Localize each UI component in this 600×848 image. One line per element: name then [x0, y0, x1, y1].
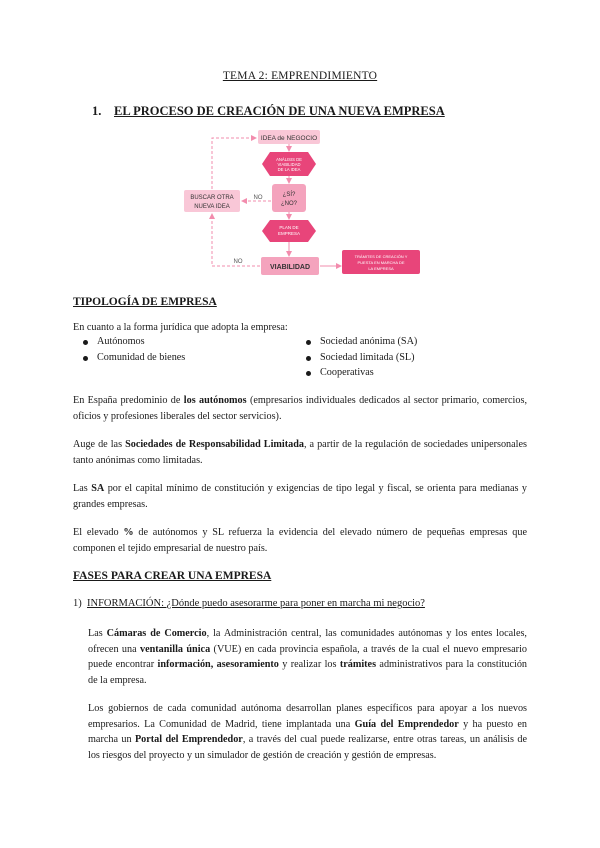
- plan-label-2: EMPRESA: [277, 231, 301, 236]
- analysis-label-2: VIABILIDAD: [277, 162, 301, 167]
- search-idea-label-1: BUSCAR OTRA: [190, 195, 234, 201]
- no-label-2: NO: [233, 259, 243, 265]
- document-title: TEMA 2: EMPRENDIMIENTO: [222, 70, 378, 82]
- analysis-label-1: ANÁLISIS DE: [276, 157, 302, 162]
- typology-list-right: [302, 334, 417, 381]
- phase-1-title: INFORMACIÓN: ¿Dónde puedo asesorarme para poner en marcha mi negocio?: [87, 598, 425, 609]
- final-label-1: TRÁMITES DE CREACIÓN Y: [354, 254, 408, 259]
- paragraph-autonomos: En España predominio de los autónomos (empresarios individuales dedicados al sector primario, comercios, oficios y profesiones liberales del sector servicios).: [73, 395, 527, 422]
- final-label-2: PUESTA EN MARCHA DE: [357, 260, 405, 265]
- typology-heading: TIPOLOGÍA DE EMPRESA: [73, 296, 217, 308]
- paragraph-camaras: Las Cámaras de Comercio, la Administración central, las comunidades autónomas y los entes locales, ofrecen una ventanilla única (VUE) en cada provincia española, a través de la cual el nuevo empresario puede encontrar información, asesoramiento y realizar los trámites administrativos para la constitución de la empresa.: [88, 628, 528, 686]
- phase-1-number: 1): [73, 598, 82, 609]
- typology-intro: En cuanto a la forma jurídica que adopta la empresa:: [73, 322, 288, 333]
- list-item: Autónomos: [79, 334, 185, 350]
- plan-label-1: PLAN DE: [279, 225, 299, 230]
- list-item: Cooperativas: [302, 365, 417, 381]
- no-label-1: NO: [253, 195, 263, 201]
- final-label-3: LA EMPRESA: [368, 266, 394, 271]
- list-item: Comunidad de bienes: [79, 350, 185, 366]
- process-flow-diagram: [170, 124, 440, 284]
- analysis-label-3: DE LA IDEA: [277, 167, 301, 172]
- section-heading: [92, 104, 445, 119]
- section-title: EL PROCESO DE CREACIÓN DE UNA NUEVA EMPRESA: [114, 104, 445, 118]
- paragraph-percent: El elevado % de autónomos y SL refuerza la evidencia del elevado número de pequeñas empresas que componen el tejido empresarial de nuestro país.: [73, 527, 527, 554]
- decision-no: ¿NO?: [280, 201, 298, 207]
- decision-box: [272, 184, 306, 212]
- paragraph-sa: Las SA por el capital mínimo de constitución y exigencias de tipo legal y fiscal, se orienta para medianas y grandes empresas.: [73, 483, 528, 510]
- phase-1-heading: [73, 598, 425, 609]
- list-item: Sociedad anónima (SA): [302, 334, 417, 350]
- section-number: 1.: [92, 104, 102, 118]
- decision-yes: ¿SÍ?: [282, 192, 296, 198]
- search-idea-label-2: NUEVA IDEA: [194, 204, 230, 210]
- phases-heading: FASES PARA CREAR UNA EMPRESA: [73, 570, 272, 582]
- paragraph-sl: Auge de las Sociedades de Responsabilidad Limitada, a partir de la regulación de sociedades unipersonales tanto anónimas como limitadas.: [73, 439, 527, 466]
- paragraph-gobiernos: Los gobiernos de cada comunidad autónoma desarrollan planes específicos para apoyar a los nuevos empresarios. La Comunidad de Madrid, tiene implantada una Guía del Emprendedor y ha puesto en marcha un Portal del Emprendedor, a través del cual puede realizarse, entre otras tareas, un análisis de los riesgos del proyecto y un simulador de gestión de creación y gestión de empresas.: [88, 703, 527, 761]
- list-item: Sociedad limitada (SL): [302, 350, 417, 366]
- viability-label: VIABILIDAD: [269, 264, 311, 271]
- idea-box-label: IDEA de NEGOCIO: [260, 135, 318, 142]
- typology-list-left: [79, 334, 185, 365]
